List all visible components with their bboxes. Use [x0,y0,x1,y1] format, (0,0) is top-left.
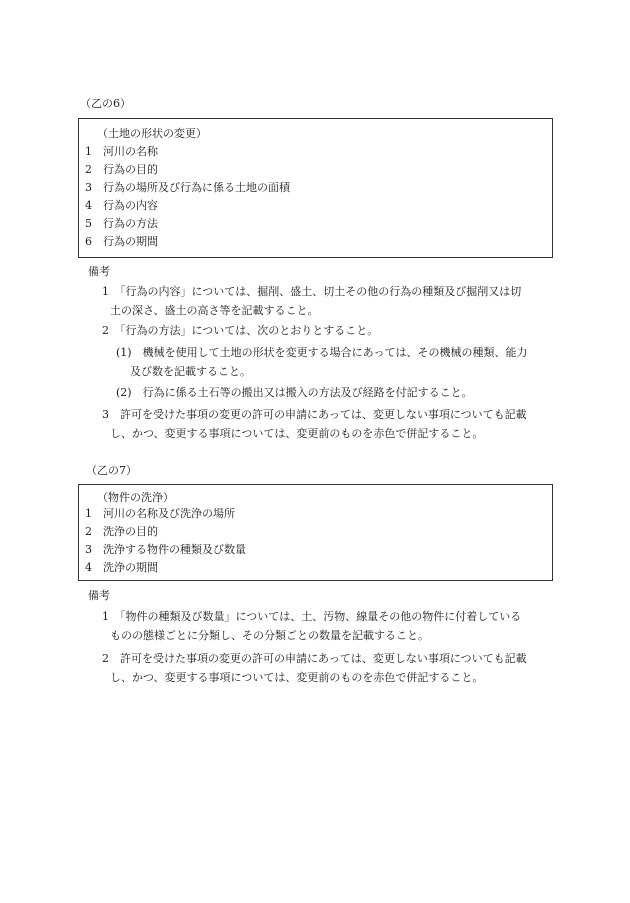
section7-item-3: 3 洗浄する物件の種類及び数量 [85,543,246,556]
section6-item-4: 4 行為の内容 [85,199,158,212]
section6-form-box [78,118,553,258]
section6-note2: 2 「行為の方法」については、次のとおりとすること。 [102,324,379,337]
section6-note1-line1: 1 「行為の内容」については、掘削、盛土、切土その他の行為の種類及び掘削又は切 [102,285,522,298]
section6-note3-line1: 3 許可を受けた事項の変更の許可の申請にあっては、変更しない事項についても記載 [102,408,527,421]
section6-item-3: 3 行為の場所及び行為に係る土地の面積 [85,181,290,194]
section6-label: （乙の6） [80,97,131,110]
section6-note3-line2: し、かつ、変更する事項については、変更前のものを赤色で併記すること。 [110,427,484,440]
section6-sub2: (2) 行為に係る土石等の搬出又は搬入の方法及び経路を付記すること。 [116,386,473,399]
section7-item-4: 4 洗浄の期間 [85,561,158,574]
section7-item-2: 2 洗浄の目的 [85,525,158,538]
section7-note2-line2: し、かつ、変更する事項については、変更前のものを赤色で併記すること。 [110,671,484,684]
section7-notes-heading: 備考 [88,589,110,602]
section6-sub1-line2: 及び数を記載すること。 [130,365,251,378]
section7-note1-line1: 1 「物件の種類及び数量」については、土、汚物、線量その他の物件に付着している [102,610,522,623]
section7-item-1: 1 河川の名称及び洗浄の場所 [85,507,235,520]
section6-item-6: 6 行為の期間 [85,235,158,248]
section6-box-title: （土地の形状の変更） [97,127,207,140]
section7-note1-line2: ものの態様ごとに分類し、その分類ごとの数量を記載すること。 [110,629,429,642]
section6-sub1-line1: (1) 機械を使用して土地の形状を変更する場合にあっては、その機械の種類、能力 [116,346,528,359]
section7-note2-line1: 2 許可を受けた事項の変更の許可の申請にあっては、変更しない事項についても記載 [102,652,527,665]
section6-note1-line2: 土の深さ、盛土の高さ等を記載すること。 [110,304,319,317]
section7-box-title: （物件の洗浄） [97,491,174,504]
section7-label: （乙の7） [86,464,137,477]
section6-item-2: 2 行為の目的 [85,163,158,176]
section6-item-5: 5 行為の方法 [85,217,158,230]
section6-notes-heading: 備考 [88,265,110,278]
section6-item-1: 1 河川の名称 [85,145,158,158]
section7-form-box [78,484,553,581]
